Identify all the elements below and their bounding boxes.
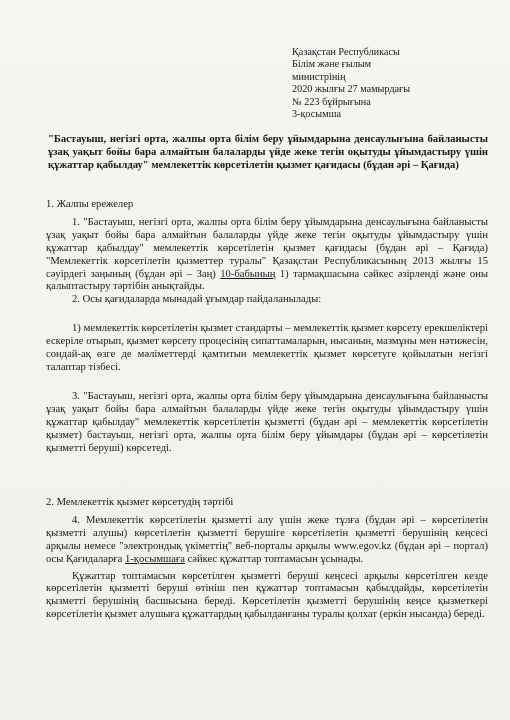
appendix-line: Қазақстан Республикасы xyxy=(292,47,400,58)
paragraph-5: Құжаттар топтамасын көрсетілген қызметті беруші кеңсесі арқылы көрсетілген кезде көрсетілетін қызметті беруші өтініш пен құжаттар топтамасын қабылдайды, көрсетілетін қызметті берушінің басшысына береді. Көрсетілетін қызметті берушінің кеңсе қызметкері көрсетілетін қызмет алушыға құжаттардың қабылданғаны туралы қолхат (еркін нысанда) береді. xyxy=(46,570,488,621)
paragraph-1 xyxy=(46,217,488,294)
appendix-line: 2020 жылғы 27 мамырдағы xyxy=(292,84,411,96)
appendix-note xyxy=(292,47,492,121)
section-procedure xyxy=(46,497,488,622)
appendix-line: 3-қосымша xyxy=(292,109,341,121)
document-title: "Бастауыш, негізгі орта, жалпы орта білім беру ұйымдарына денсаулығына байланысты ұзақ уақыт бойы бара алмайтын балаларды үйде жеке тегін оқытуды ұйымдастыру үшін құжаттар қабылдау" мемлекеттік көрсетілетін қызмет қағидасы (бұдан әрі – Қағида) xyxy=(48,134,488,171)
paragraph-3: 3. "Бастауыш, негізгі орта, жалпы орта білім беру ұйымдарына денсаулығына байланысты ұзақ уақыт бойы бара алмайтын балаларды үйде жеке тегін оқытуды ұйымдастыру үшін құжаттар қабылдау" мемлекеттік көрсетілетін қызметті (бұдан әрі – мемлекеттік көрсетілетін қызмет) бастауыш, негізгі орта, жалпы орта білім беру ұйымдары (бұдан әрі – көрсетілетін қызметті беруші) көрсетеді. xyxy=(46,390,488,454)
paragraph-text: 1. "Бастауыш, негізгі орта, жалпы орта білім беру ұйымдарына денсаулығына байланысты ұзақ уақыт бойы бара алмайтын балаларды үйде жеке тегін оқытуды ұйымдастыру үшін құжаттар қабылдау" мемлекеттік көрсетілетін қызмет қағидасы (бұдан әрі – Қағида) "Мемлекеттік көрсетілетін қызметтер туралы" Қазақстан Республикасының 2013 жылғы 15 сәуірдегі заңының (бұдан әрі – Заң) xyxy=(46,216,488,280)
section-heading: 1. Жалпы ережелер xyxy=(46,199,134,210)
section-general xyxy=(46,199,488,455)
appendix-line: № 223 бұйрығына xyxy=(292,96,371,108)
paragraph-text: 4. Мемлекеттік көрсетілетін қызметті алу үшін жеке тұлға (бұдан әрі – көрсетілетін қызметті алушы) көрсетілетін қызметті берушіге көрсетілетін қызметті берушінің кеңсесі арқылы немесе "электрондық үкіметтің" веб-порталы арқылы www.egov.kz (бұдан әрі – портал) осы Қағидаларға xyxy=(46,514,488,565)
appendix-line: Білім және ғылым xyxy=(292,59,372,71)
paragraph-4 xyxy=(46,515,488,567)
appendix-line: министрінің xyxy=(292,71,346,83)
paragraph-text: сәйкес құжаттар топтамасын ұсынады. xyxy=(184,553,364,565)
appendix-1-link[interactable]: 1-қосымшаға xyxy=(124,553,185,565)
law-article-link[interactable]: 10-бабының xyxy=(220,268,276,280)
paragraph-text: 1) тармақшасына сәйкес әзірленді және оны қалыптастыру тәртібін анықтайды. xyxy=(46,268,488,293)
paragraph-definition: 1) мемлекеттік көрсетілетін қызмет стандарты – мемлекеттік қызмет көрсету ерекшеліктері ескеріле отырып, қызмет көрсету процесінің сипаттамаларын, нысанын, мазмұны мен нәтижесін, сондай-ақ өзге де мәліметтерді қамтитын мемлекеттік қызмет көрсетуге қойылатын негізгі талаптар тізбесі. xyxy=(46,323,488,373)
paragraph-2: 2. Осы қағидаларда мынадай ұғымдар пайдаланылады: xyxy=(72,294,322,306)
section-heading: 2. Мемлекеттік қызмет көрсетудің тәртібі xyxy=(46,497,234,508)
